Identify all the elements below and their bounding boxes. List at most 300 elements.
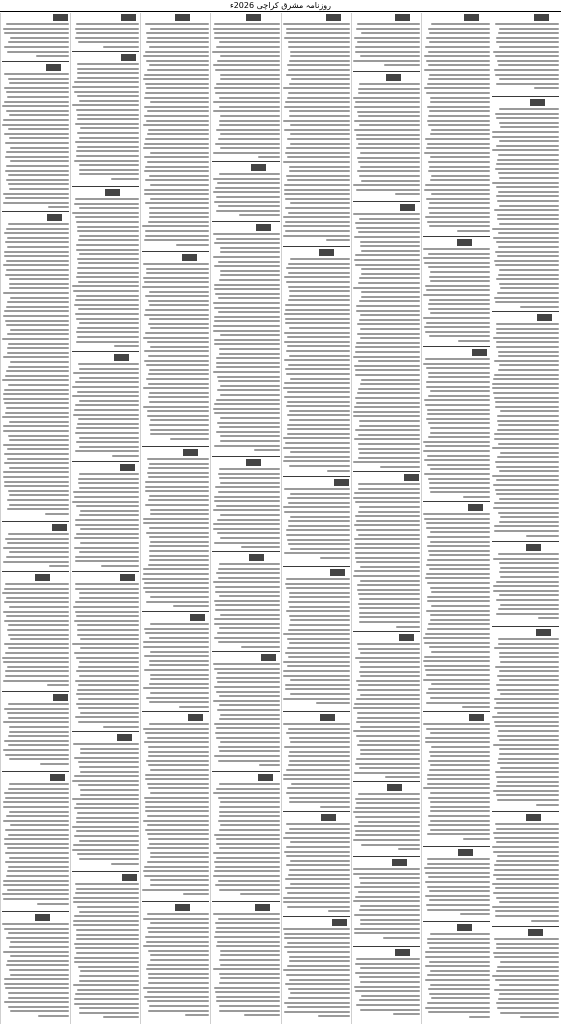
text-line <box>360 967 420 969</box>
text-line <box>289 960 350 962</box>
text-line <box>78 482 139 484</box>
text-line <box>213 110 279 112</box>
text-line <box>494 297 559 299</box>
story-number-badge <box>182 254 197 261</box>
text-line <box>214 288 279 290</box>
text-line <box>218 760 279 762</box>
text-line <box>499 364 559 366</box>
text-line <box>74 160 140 162</box>
text-line <box>150 433 209 435</box>
text-line <box>7 666 69 668</box>
text-line <box>80 127 140 129</box>
text-line <box>78 308 139 310</box>
text-line <box>7 333 69 335</box>
text-line <box>143 820 210 822</box>
text-line <box>327 470 350 472</box>
text-line <box>289 828 350 830</box>
text-line <box>427 221 490 223</box>
text-line <box>500 767 559 769</box>
text-line <box>79 400 139 402</box>
text-line <box>217 389 279 391</box>
text-line <box>424 867 490 869</box>
text-line <box>359 607 420 609</box>
text-line <box>219 847 280 849</box>
text-line <box>500 661 559 663</box>
text-line <box>4 740 69 742</box>
text-line <box>3 880 69 882</box>
story-number-badge <box>53 694 68 701</box>
text-line <box>5 861 69 863</box>
text-line <box>284 746 350 748</box>
text-line <box>354 129 419 131</box>
text-line <box>214 242 280 244</box>
text-line <box>496 493 559 495</box>
text-line <box>7 847 69 849</box>
text-line <box>358 448 420 450</box>
story-number-badge <box>120 574 135 581</box>
text-line <box>284 276 350 278</box>
text-line <box>429 899 490 901</box>
text-line <box>7 508 70 510</box>
text-line <box>75 560 139 562</box>
text-line <box>355 816 420 818</box>
text-line <box>216 357 280 359</box>
text-line <box>215 69 279 71</box>
story-separator <box>423 346 490 347</box>
text-line <box>284 1002 350 1004</box>
text-line <box>145 486 209 488</box>
text-line <box>219 815 280 817</box>
text-line <box>6 228 69 230</box>
text-line <box>150 692 209 694</box>
text-line <box>112 455 139 457</box>
text-line <box>358 593 420 595</box>
text-line <box>424 518 490 520</box>
text-line <box>241 546 279 548</box>
text-line <box>5 142 69 144</box>
text-line <box>150 879 210 881</box>
text-line <box>358 821 420 823</box>
text-line <box>144 741 209 743</box>
text-line <box>3 264 69 266</box>
text-line <box>214 265 279 267</box>
text-line <box>531 920 559 922</box>
text-line <box>430 619 490 621</box>
text-line <box>493 558 559 560</box>
text-line <box>213 913 280 915</box>
text-line <box>2 379 69 381</box>
text-line <box>73 290 140 292</box>
text-line <box>430 179 490 181</box>
text-line <box>114 345 140 347</box>
text-line <box>429 299 490 301</box>
story-separator <box>353 471 420 472</box>
text-line <box>496 1002 559 1004</box>
text-line <box>288 988 350 990</box>
text-line <box>79 1007 139 1009</box>
text-line <box>430 101 490 103</box>
text-line <box>289 83 350 85</box>
text-line <box>429 947 490 949</box>
text-line <box>212 51 279 53</box>
text-line <box>219 120 280 122</box>
text-line <box>213 528 280 530</box>
text-line <box>144 669 209 671</box>
text-line <box>76 615 139 617</box>
text-line <box>10 297 69 299</box>
story-number-badge <box>319 249 334 256</box>
text-line <box>429 769 490 771</box>
text-line <box>4 601 69 603</box>
story-body-text <box>142 263 209 446</box>
text-line <box>285 322 350 324</box>
text-line <box>6 179 69 181</box>
text-line <box>6 597 69 599</box>
text-line <box>357 589 420 591</box>
text-line <box>219 982 280 984</box>
text-line <box>497 214 559 216</box>
text-line <box>218 746 279 748</box>
text-line <box>360 383 420 385</box>
text-line <box>358 793 420 795</box>
text-line <box>150 884 209 886</box>
text-line <box>425 285 490 287</box>
text-line <box>78 721 139 723</box>
text-line <box>353 356 420 358</box>
story-body-text <box>72 198 139 351</box>
text-line <box>290 841 350 843</box>
text-line <box>220 133 279 135</box>
text-line <box>286 267 350 269</box>
text-line <box>8 183 69 185</box>
text-line <box>499 140 559 142</box>
text-line <box>220 334 280 336</box>
text-line <box>428 436 490 438</box>
text-line <box>3 661 69 663</box>
text-line <box>290 133 350 135</box>
text-line <box>148 982 209 984</box>
text-line <box>150 513 210 515</box>
story-number-badge <box>249 554 264 561</box>
text-line <box>76 670 139 672</box>
text-line <box>4 251 69 253</box>
story-body-text <box>353 23 420 71</box>
text-line <box>353 707 420 709</box>
story-number-badge <box>534 14 549 21</box>
text-line <box>143 78 210 80</box>
text-line <box>425 951 490 953</box>
text-line <box>40 763 69 765</box>
text-line <box>74 620 139 622</box>
text-line <box>494 69 559 71</box>
text-line <box>358 360 420 362</box>
text-line <box>494 721 559 723</box>
text-line <box>494 209 559 211</box>
story-separator <box>72 871 139 872</box>
text-line <box>353 575 420 577</box>
text-line <box>143 263 210 265</box>
text-line <box>361 995 420 997</box>
text-line <box>429 110 490 112</box>
text-line <box>425 184 490 186</box>
text-line <box>217 709 280 711</box>
text-line <box>219 959 280 961</box>
text-line <box>214 623 279 625</box>
text-line <box>80 528 139 530</box>
story-separator <box>353 856 420 857</box>
text-line <box>7 960 69 962</box>
text-line <box>423 787 490 789</box>
text-line <box>358 457 420 459</box>
text-line <box>3 547 70 549</box>
story-separator <box>142 711 209 712</box>
text-line <box>77 906 139 908</box>
text-line <box>290 883 350 885</box>
text-line <box>216 399 280 401</box>
text-line <box>286 405 350 407</box>
text-line <box>79 487 139 489</box>
text-line <box>77 629 140 631</box>
text-line <box>495 401 559 403</box>
text-line <box>285 101 349 103</box>
text-line <box>360 166 420 168</box>
text-line <box>76 427 139 429</box>
story-body-text <box>2 783 69 911</box>
text-line <box>284 488 349 490</box>
text-line <box>4 46 69 48</box>
story-body-text <box>142 623 209 711</box>
text-line <box>285 983 350 985</box>
text-line <box>150 346 209 348</box>
text-line <box>7 352 70 354</box>
text-line <box>360 675 420 677</box>
story-separator <box>72 51 139 52</box>
text-line <box>498 424 559 426</box>
text-line <box>359 300 420 302</box>
text-line <box>425 956 490 958</box>
text-line <box>355 657 420 659</box>
text-line <box>425 881 490 883</box>
story-number-badge <box>255 904 270 911</box>
text-line <box>495 23 559 25</box>
text-line <box>495 887 559 889</box>
text-line <box>497 429 559 431</box>
text-line <box>287 1006 350 1008</box>
text-line <box>359 612 420 614</box>
text-line <box>4 232 69 234</box>
text-line <box>218 641 279 643</box>
text-line <box>9 137 69 139</box>
text-line <box>498 608 559 610</box>
text-line <box>284 332 350 334</box>
text-line <box>361 268 420 270</box>
text-line <box>176 244 209 246</box>
text-line <box>73 920 139 922</box>
text-line <box>75 381 139 383</box>
text-line <box>285 878 350 880</box>
text-line <box>147 927 209 929</box>
story-number-badge <box>121 54 136 61</box>
text-line <box>354 492 420 494</box>
text-line <box>8 41 70 43</box>
text-line <box>496 241 559 243</box>
text-line <box>493 874 559 876</box>
text-line <box>216 362 279 364</box>
text-line <box>355 990 419 992</box>
text-line <box>4 481 70 483</box>
text-line <box>149 369 209 371</box>
text-line <box>284 851 350 853</box>
story-number-badge <box>251 164 266 171</box>
text-line <box>215 591 279 593</box>
text-line <box>79 911 139 913</box>
text-line <box>73 372 139 374</box>
text-line <box>8 703 70 705</box>
text-line <box>288 755 350 757</box>
text-line <box>145 936 209 938</box>
text-line <box>216 927 280 929</box>
text-line <box>8 647 69 649</box>
text-line <box>496 278 559 280</box>
text-line <box>497 420 559 422</box>
text-line <box>430 755 490 757</box>
story-number-badge <box>537 314 552 321</box>
text-line <box>354 538 420 540</box>
masthead-rule <box>0 11 561 12</box>
text-line <box>8 384 70 386</box>
text-line <box>355 264 419 266</box>
text-line <box>493 507 559 509</box>
text-line <box>358 648 420 650</box>
text-line <box>72 643 139 645</box>
text-line <box>149 660 210 662</box>
text-line <box>497 966 559 968</box>
text-line <box>289 596 350 598</box>
text-line <box>494 956 559 958</box>
text-line <box>534 87 559 89</box>
text-line <box>75 450 139 452</box>
text-line <box>150 541 210 543</box>
text-line <box>290 741 350 743</box>
text-line <box>283 87 350 89</box>
text-line <box>214 37 279 39</box>
text-line <box>493 832 559 834</box>
text-line <box>430 984 490 986</box>
text-line <box>6 91 70 93</box>
story-number-badge <box>46 64 61 71</box>
story-separator <box>2 691 69 692</box>
text-line <box>460 913 489 915</box>
story-body-text <box>283 823 350 916</box>
text-line <box>7 96 69 98</box>
text-line <box>356 520 420 522</box>
text-line <box>220 385 280 387</box>
text-line <box>492 846 559 848</box>
text-line <box>496 613 559 615</box>
text-line <box>355 963 420 965</box>
story-separator <box>2 771 69 772</box>
text-line <box>10 824 69 826</box>
text-line <box>353 873 420 875</box>
text-line <box>425 358 490 360</box>
text-line <box>285 309 350 311</box>
text-line <box>149 550 209 552</box>
text-line <box>430 97 490 99</box>
text-line <box>287 414 350 416</box>
text-line <box>77 146 139 148</box>
text-line <box>356 1004 420 1006</box>
story-number-badge <box>468 504 483 511</box>
text-line <box>143 918 210 920</box>
text-line <box>6 964 69 966</box>
text-line <box>498 758 559 760</box>
text-line <box>214 23 280 25</box>
text-line <box>429 32 490 34</box>
text-line <box>355 46 420 48</box>
text-line <box>287 97 349 99</box>
text-line <box>286 147 350 149</box>
text-line <box>493 237 559 239</box>
text-line <box>355 369 419 371</box>
text-line <box>360 337 419 339</box>
text-line <box>287 951 350 953</box>
text-line <box>354 570 419 572</box>
text-line <box>77 77 139 79</box>
text-line <box>289 956 350 958</box>
text-line <box>288 263 350 265</box>
text-line <box>37 903 69 905</box>
text-line <box>77 423 139 425</box>
text-line <box>499 901 559 903</box>
text-line <box>80 647 139 649</box>
text-line <box>497 415 559 417</box>
text-line <box>353 868 420 870</box>
text-line <box>149 291 210 293</box>
text-line <box>288 502 349 504</box>
story-separator <box>492 626 559 627</box>
text-line <box>10 160 69 162</box>
text-line <box>3 820 70 822</box>
text-line <box>289 115 349 117</box>
text-line <box>283 723 349 725</box>
text-line <box>427 143 490 145</box>
story-separator <box>142 611 209 612</box>
text-line <box>149 64 209 66</box>
text-line <box>497 200 559 202</box>
text-line <box>286 529 350 531</box>
story-number-badge <box>330 569 345 576</box>
text-line <box>494 869 559 871</box>
text-line <box>149 723 210 725</box>
text-line <box>494 502 559 504</box>
text-line <box>356 402 420 404</box>
story-body-text <box>142 23 209 251</box>
text-line <box>495 915 559 917</box>
text-line <box>288 656 349 658</box>
text-line <box>213 302 279 304</box>
text-line <box>220 417 280 419</box>
text-line <box>284 184 350 186</box>
text-line <box>2 923 69 925</box>
text-line <box>74 537 140 539</box>
text-line <box>495 910 559 912</box>
text-line <box>216 857 280 859</box>
text-line <box>3 680 69 682</box>
text-line <box>144 996 209 998</box>
text-line <box>358 534 419 536</box>
text-line <box>496 37 559 39</box>
text-line <box>359 671 419 673</box>
